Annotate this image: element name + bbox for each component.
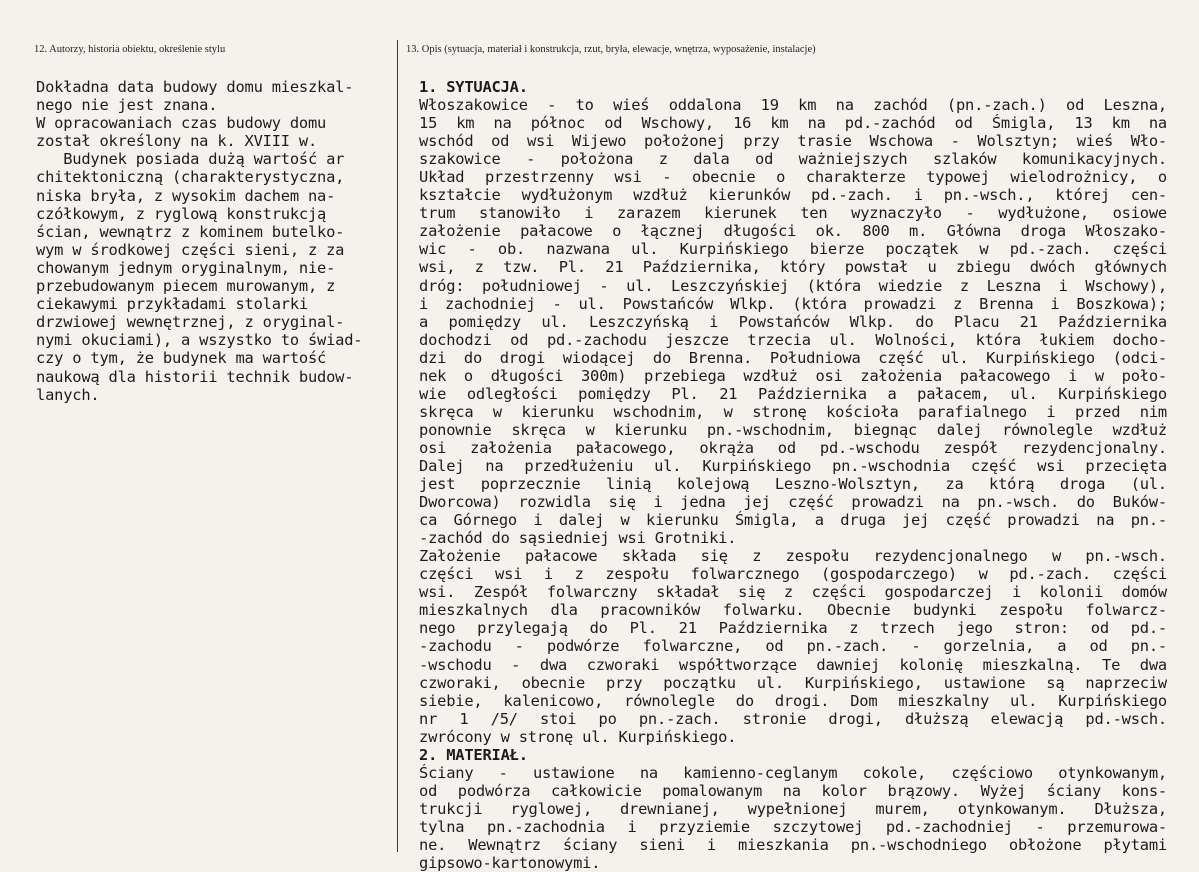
- text-line: Budynek posiada dużą wartość ar: [36, 150, 345, 169]
- text-line: i zachodniej - ul. Powstańców Wlkp. (która prowadzi z Brenna i Boszkowa);: [419, 294, 1167, 313]
- text-line: Dworcowa) rozwidla się i jedna jej część prowadzi na pn.-wsch. do Buków-: [419, 493, 1167, 512]
- text-line: nymi okuciami), a wszystko to świad-: [36, 331, 363, 350]
- text-line: ścian, wewnątrz z kominem butelko-: [36, 222, 345, 241]
- text-line: -zachodu - podwórze folwarczne, od pn.-zach. - gorzelnia, a od pn.-: [419, 637, 1167, 656]
- text-line: nego nie jest znana.: [36, 96, 218, 115]
- text-line: niska bryła, z wysokim dachem na-: [36, 186, 336, 205]
- text-line: 15 km na północ od Wschowy, 16 km na pd.-zachód od Śmigla, 13 km na: [419, 114, 1167, 133]
- text-line: części wsi i z zespołu folwarcznego (gospodarczego) w pd.-zach. części: [419, 565, 1167, 584]
- text-line: nego przylegają do Pl. 21 Października z trzech jego stron: od pd.-: [419, 619, 1167, 638]
- text-line: przebudowanym piecem murowanym, z: [36, 277, 336, 296]
- text-line: Układ przestrzenny wsi - obecnie o charakterze typowej wielodrożnicy, o: [419, 168, 1167, 187]
- text-line: naukową dla historii technik budow-: [36, 367, 354, 386]
- text-line: chowanym jednym oryginalnym, nie-: [36, 258, 336, 277]
- text-line: od podwórza całkowicie pomalowanym na kolor brązowy. Wyżej ściany kons-: [419, 781, 1167, 800]
- text-line: -wschodu - dwa czworaki współtworzące dawniej kolonię mieszkalną. Te dwa: [419, 655, 1167, 674]
- text-line: wsi, z tzw. Pl. 21 Października, który powstał u zbiegu dwóch głównych: [419, 258, 1167, 277]
- text-line: tylna pn.-zachodnia i przyziemie szczytowej pd.-zachodniej - przemurowa-: [419, 817, 1167, 836]
- text-line: mieszkalnych dla pracowników folwarku. Obecnie budynki zespołu folwarcz-: [419, 601, 1167, 620]
- text-line: Dokładna data budowy domu mieszkal-: [36, 78, 354, 96]
- history-text: [36, 78, 396, 404]
- text-line: a pomiędzy ul. Leszczyńską i Powstańców Wlkp. do Placu 21 Października: [419, 312, 1167, 331]
- section-heading: 1. SYTUACJA.: [419, 78, 528, 96]
- text-line: jest poprzecznie linią kolejową Leszno-Wolsztyn, za którą droga (ul.: [419, 475, 1167, 494]
- text-line: trum stanowiło i zarazem kierunek ten wyznaczyło - wydłużone, osiowe: [419, 204, 1167, 223]
- description-text: [419, 78, 1167, 872]
- text-line: wym w środkowej części sieni, z za: [36, 240, 345, 259]
- text-line: -zachód do sąsiedniej wsi Grotniki.: [419, 529, 737, 548]
- text-line: wie odległości pomiędzy Pl. 21 Października a pałacem, ul. Kurpińskiego: [419, 384, 1167, 403]
- text-line: osi założenia pałacowego, okrąża od pd.-wschodu zespół rezydencjonalny.: [419, 438, 1167, 457]
- text-line: dochodzi od pd.-zachodu jeszcze trzecia ul. Wolności, która łukiem docho-: [419, 330, 1167, 349]
- column-divider: [397, 40, 398, 852]
- text-line: dzi do drogi wiodącej do Brenna. Południowa część ul. Kurpińskiego (odci-: [419, 348, 1167, 367]
- text-line: czworaki, obecnie przy początku ul. Kurpińskiego, ustawione są naprzeciw: [419, 673, 1167, 692]
- text-line: założenie pałacowe o łącznej długości ok. 800 m. Główna droga Włoszako-: [419, 222, 1167, 241]
- text-line: kształcie wydłużonym wzdłuż kierunków pd.-zach. i pn.-wsch., której cen-: [419, 186, 1167, 205]
- left-column-header: 12. Autorzy, historia obiektu, określenie stylu: [34, 44, 226, 55]
- text-line: drzwiowej wewnętrznej, z oryginal-: [36, 313, 345, 332]
- text-line: wic - ob. nazwana ul. Kurpińskiego bierze początek w pd.-zach. części: [419, 240, 1167, 259]
- text-line: ciekawymi przykładami stolarki: [36, 295, 308, 314]
- text-line: nek o długości 300m) przebiega wzdłuż osi założenia pałacowego i w poło-: [419, 366, 1167, 385]
- text-line: Dalej na przedłużeniu ul. Kurpińskiego pn.-wschodnia część wsi przecięta: [419, 456, 1167, 475]
- text-line: gipsowo-kartonowymi.: [419, 854, 601, 872]
- text-line: szakowice - położona z dala od ważniejszych szlaków komunikacyjnych.: [419, 150, 1167, 169]
- text-line: ponownie skręca w kierunku pn.-wschodnim, biegnąc dalej równolegle wzdłuż: [419, 420, 1167, 439]
- text-line: czy o tym, że budynek ma wartość: [36, 349, 327, 368]
- text-line: chitektoniczną (charakterystyczna,: [36, 168, 345, 187]
- section-heading: 2. MATERIAŁ.: [419, 745, 528, 764]
- text-line: czółkowym, z ryglową konstrukcją: [36, 204, 327, 223]
- text-line: Założenie pałacowe składa się z zespołu rezydencjonalnego w pn.-wsch.: [419, 547, 1167, 566]
- text-line: nr 1 /5/ stoi po pn.-zach. stronie drogi, dłuższą elewacją pd.-wsch.: [419, 709, 1167, 728]
- text-line: ca Górnego i dalej w kierunku Śmigla, a druga jej część prowadzi na pn.-: [419, 511, 1167, 530]
- text-line: wschód od wsi Wijewo położonej przy trasie Wschowa - Wolsztyn; wieś Wło-: [419, 132, 1167, 151]
- right-column-header: 13. Opis (sytuacja, materiał i konstrukcja, rzut, bryła, elewacje, wnętrza, wyposażenie, instalacje): [406, 44, 816, 55]
- text-line: dróg: południowej - ul. Leszczyńskiej (która wiedzie z Leszna i Wschowy),: [419, 276, 1167, 295]
- text-line: Włoszakowice - to wieś oddalona 19 km na zachód (pn.-zach.) od Leszna,: [419, 96, 1167, 115]
- text-line: zwrócony w stronę ul. Kurpińskiego.: [419, 727, 737, 746]
- text-line: siebie, kalenicowo, równolegle do drogi. Dom mieszkalny ul. Kurpińskiego: [419, 691, 1167, 710]
- text-line: W opracowaniach czas budowy domu: [36, 114, 327, 133]
- text-line: został określony na k. XVIII w.: [36, 132, 318, 151]
- text-line: wsi. Zespół folwarczny składał się z części gospodarczej i kolonii domów: [419, 583, 1167, 602]
- text-line: ne. Wewnątrz ściany sieni i mieszkania pn.-wschodniego obłożone płytami: [419, 835, 1167, 854]
- text-line: lanych.: [36, 385, 100, 404]
- text-line: trukcji ryglowej, drewnianej, wypełnionej murem, otynkowanym. Dłuższa,: [419, 799, 1167, 818]
- text-line: Ściany - ustawione na kamienno-ceglanym cokole, częściowo otynkowanym,: [419, 763, 1167, 782]
- text-line: skręca w kierunku wschodnim, w stronę kościoła parafialnego i przed nim: [419, 402, 1167, 421]
